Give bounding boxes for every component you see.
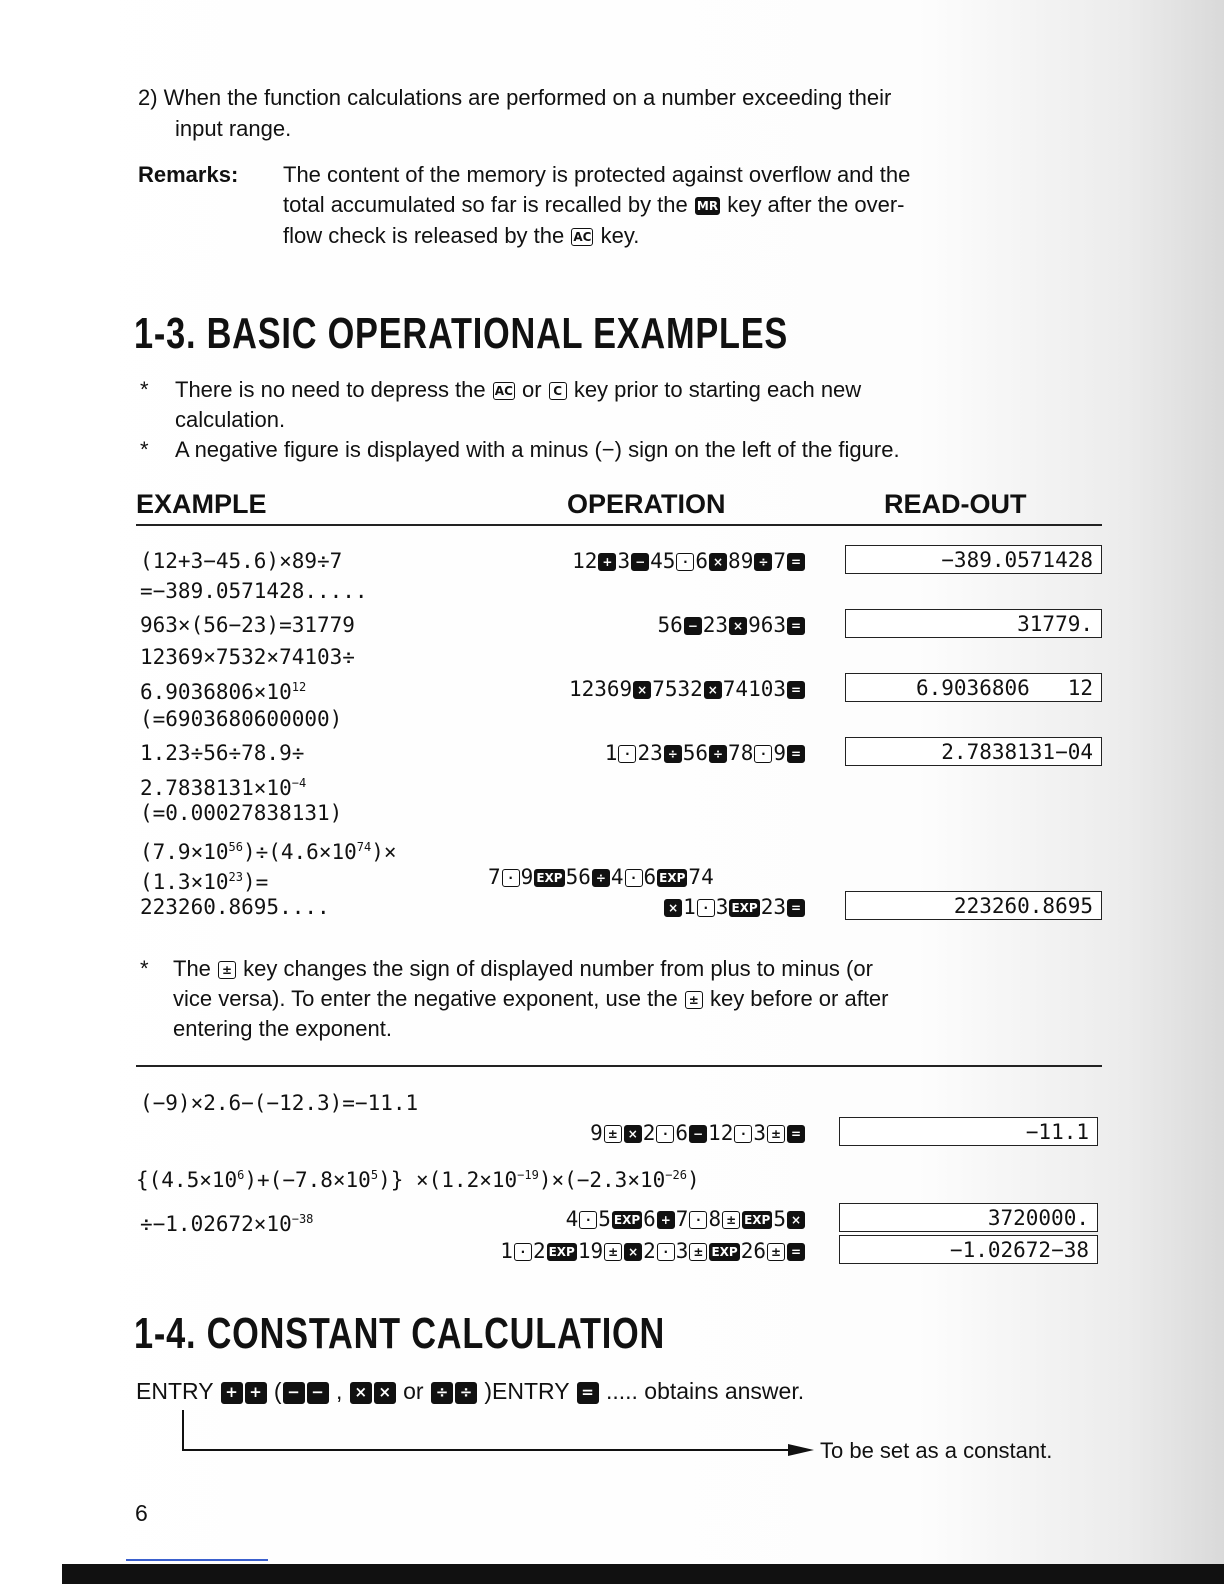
- divide-key-icon: ÷: [592, 869, 610, 887]
- example-2-line-1: 963×(56−23)=31779: [140, 613, 355, 637]
- operation-5-line-2: [663, 894, 806, 921]
- item-2-line-2: input range.: [175, 116, 292, 141]
- operation-digits: 3: [675, 1239, 689, 1263]
- exp-key-icon: EXP: [536, 871, 563, 885]
- dots: .....: [605, 1378, 638, 1404]
- dot-key-icon: ·: [676, 553, 694, 571]
- section-1-4-title: 1-4. CONSTANT CALCULATION: [134, 1309, 666, 1358]
- operation-digits: 1: [500, 1239, 513, 1263]
- operation-digits: 3: [753, 1121, 766, 1145]
- example-7-result: ÷−1.02672×10: [140, 1212, 292, 1236]
- note-1-line-2: calculation.: [175, 407, 286, 432]
- operation-digits: 6: [675, 1121, 689, 1145]
- sign-note-d: key before or after: [709, 986, 889, 1011]
- header-rule: [136, 524, 1102, 526]
- operation-digits: 74103: [722, 677, 786, 701]
- dot-key-icon: ·: [697, 899, 715, 917]
- operation-digits: 9: [773, 741, 786, 765]
- operation-digits: 23: [637, 741, 663, 765]
- example-5-part-e: )=: [242, 870, 269, 894]
- example-5-line-3: 223260.8695....: [140, 895, 330, 919]
- operation-digits: 56: [682, 741, 709, 765]
- remarks-line-2: [283, 191, 905, 218]
- note-bullet-1: *: [140, 377, 149, 402]
- dot-key-icon: ·: [618, 745, 636, 763]
- remarks-line-2-b: key after the over-: [727, 192, 905, 217]
- example-7-exp-c: −19: [517, 1168, 539, 1182]
- divide-key-icon: ÷: [709, 745, 727, 763]
- dot-key-icon: ·: [734, 1125, 752, 1143]
- exp-key-icon: EXP: [744, 1213, 771, 1227]
- example-4-line-1: 1.23÷56÷78.9÷: [140, 741, 305, 765]
- operation-digits: 9: [520, 865, 534, 889]
- operation-digits: 7: [773, 549, 786, 573]
- minus-key-icon: −: [684, 617, 702, 635]
- operation-7-line-1: [566, 1206, 806, 1233]
- operation-digits: 19: [577, 1239, 604, 1263]
- example-7-line-2: [140, 1206, 313, 1238]
- example-5-line-1: [140, 834, 397, 866]
- operation-digits: 23: [702, 613, 729, 637]
- note-1-c: key prior to starting each new: [573, 377, 862, 402]
- operation-3: [569, 676, 806, 703]
- dot-key-icon: ·: [657, 1243, 675, 1261]
- column-operation: OPERATION: [567, 489, 726, 519]
- operation-digits: 78: [728, 741, 754, 765]
- example-5-part-c: )×: [371, 840, 397, 864]
- operation-digits: 12: [572, 549, 598, 573]
- sign-key-icon: ±: [685, 991, 703, 1009]
- equals-key-icon: =: [787, 553, 805, 571]
- plus-key-icon: +: [245, 1382, 267, 1404]
- operation-digits: 2: [643, 1239, 656, 1263]
- dot-key-icon: ·: [754, 745, 772, 763]
- times-key-icon: ×: [374, 1382, 396, 1404]
- section-1-3-title: 1-3. BASIC OPERATIONAL EXAMPLES: [134, 309, 789, 358]
- minus-key-icon: −: [283, 1382, 305, 1404]
- example-7-part-c: )} ×(1.2×10: [378, 1168, 518, 1192]
- divide-key-icon: ÷: [455, 1382, 477, 1404]
- column-readout: READ-OUT: [884, 489, 1027, 519]
- example-5-line-2: [140, 864, 268, 896]
- example-7-part-b: )+(−7.8×10: [244, 1168, 371, 1192]
- note-1-a: There is no need to depress the: [175, 377, 486, 402]
- example-1-line-1: (12+3−45.6)×89÷7: [140, 549, 343, 573]
- equals-key-icon: =: [787, 617, 805, 635]
- sign-key-icon: ±: [722, 1211, 740, 1229]
- entry-label-a: ENTRY: [136, 1378, 214, 1404]
- example-5-part-b: )÷(4.6×10: [242, 840, 357, 864]
- exp-key-icon: EXP: [731, 901, 758, 915]
- minus-key-icon: −: [307, 1382, 329, 1404]
- operation-6: [590, 1120, 806, 1147]
- example-3-line-3: (=6903680600000): [140, 707, 343, 731]
- operation-digits: 23: [760, 895, 786, 919]
- operation-digits: 12: [708, 1121, 734, 1145]
- dot-key-icon: ·: [656, 1125, 674, 1143]
- operation-7-line-2: [500, 1238, 806, 1265]
- divide-key-icon: ÷: [664, 745, 682, 763]
- dot-key-icon: ·: [625, 869, 643, 887]
- operation-digits: 2: [642, 1121, 656, 1145]
- dot-key-icon: ·: [579, 1211, 597, 1229]
- times-key-icon: ×: [633, 681, 651, 699]
- times-key-icon: ×: [350, 1382, 372, 1404]
- operation-digits: 6: [643, 865, 657, 889]
- operation-4: [605, 740, 806, 767]
- readout-7b: −1.02672−38: [839, 1235, 1098, 1264]
- example-3-mantissa: 6.9036806×10: [140, 680, 292, 704]
- times-key-icon: ×: [624, 1125, 642, 1143]
- sign-note-line-3: entering the exponent.: [173, 1016, 392, 1041]
- operation-digits: 56: [565, 865, 591, 889]
- mr-key-icon: MR: [696, 199, 719, 213]
- dot-key-icon: ·: [502, 869, 520, 887]
- operation-digits: 74: [688, 865, 714, 889]
- dot-key-icon: ·: [689, 1211, 707, 1229]
- example-7-exp-d: −26: [665, 1168, 687, 1182]
- plus-key-icon: +: [598, 553, 616, 571]
- item-2-line-1: 2) When the function calculations are performed on a number exceeding their: [138, 85, 892, 110]
- sign-key-icon: ±: [218, 961, 236, 979]
- times-key-icon: ×: [787, 1211, 805, 1229]
- note-1-b: or: [522, 377, 542, 402]
- sign-note-line-1: [173, 955, 873, 982]
- plus-key-icon: +: [221, 1382, 243, 1404]
- arrow-head-icon: [788, 1442, 814, 1458]
- page-number: 6: [135, 1500, 148, 1526]
- example-4-exponent: −4: [291, 776, 307, 790]
- divide-key-icon: ÷: [754, 553, 772, 571]
- constant-arrow-vertical: [182, 1410, 184, 1450]
- scan-edge-bar: [62, 1564, 1224, 1584]
- ac-key-icon: AC: [494, 384, 513, 398]
- readout-7a: 3720000.: [839, 1203, 1098, 1232]
- sign-note-a: The: [173, 956, 211, 981]
- times-key-icon: ×: [664, 899, 682, 917]
- operation-1: [572, 548, 806, 575]
- remarks-line-3-a: flow check is released by the: [283, 223, 565, 248]
- example-7-part-a: {(4.5×10: [136, 1168, 238, 1192]
- operation-digits: 45: [650, 549, 676, 573]
- operation-digits: 1: [683, 895, 696, 919]
- example-5-part-a: (7.9×10: [140, 840, 229, 864]
- operation-digits: 5: [773, 1207, 786, 1231]
- example-7-line-1: [136, 1162, 700, 1194]
- sign-key-icon: ±: [767, 1243, 785, 1261]
- sign-key-icon: ±: [604, 1243, 622, 1261]
- sign-note-bullet: *: [140, 956, 149, 981]
- example-1-line-2: =−389.0571428.....: [140, 579, 368, 603]
- minus-key-icon: −: [631, 553, 649, 571]
- example-7-part-d: )×(−2.3×10: [538, 1168, 666, 1192]
- times-key-icon: ×: [624, 1243, 642, 1261]
- minus-key-icon: −: [689, 1125, 707, 1143]
- operation-digits: 4: [610, 865, 624, 889]
- example-4-line-3: (=0.00027838131): [140, 801, 343, 825]
- operation-digits: 8: [708, 1207, 722, 1231]
- equals-key-icon: =: [787, 681, 805, 699]
- or-text: or: [403, 1378, 424, 1404]
- operation-digits: 2: [532, 1239, 546, 1263]
- operation-digits: 4: [565, 1207, 579, 1231]
- equals-key-icon: =: [787, 1125, 805, 1143]
- sign-key-icon: ±: [689, 1243, 707, 1261]
- sign-note-b: key changes the sign of displayed number from plus to minus (or: [243, 956, 873, 981]
- equals-key-icon: =: [577, 1382, 599, 1404]
- section-rule: [136, 1065, 1102, 1067]
- exp-key-icon: EXP: [613, 1213, 641, 1227]
- example-7-part-e: ): [686, 1168, 700, 1192]
- operation-5-line-1: [488, 864, 714, 891]
- operation-digits: 26: [740, 1239, 766, 1263]
- operation-digits: 6: [643, 1207, 656, 1231]
- example-5-part-d: (1.3×10: [140, 870, 229, 894]
- constant-arrow-horizontal: [182, 1449, 794, 1451]
- exp-key-icon: EXP: [548, 1245, 575, 1259]
- times-key-icon: ×: [709, 553, 727, 571]
- operation-digits: 3: [715, 895, 729, 919]
- exp-key-icon: EXP: [659, 871, 686, 885]
- entry-label-b: )ENTRY: [484, 1378, 570, 1404]
- remarks-line-3-b: key.: [600, 223, 640, 248]
- exp-key-icon: EXP: [711, 1245, 738, 1259]
- operation-digits: 5: [598, 1207, 611, 1231]
- note-2: A negative figure is displayed with a minus (−) sign on the left of the figure.: [175, 437, 900, 462]
- equals-key-icon: =: [787, 1243, 805, 1261]
- comma: ,: [335, 1378, 343, 1404]
- paren-open: (: [273, 1378, 282, 1404]
- example-3-line-2: [140, 674, 306, 706]
- example-3-line-1: 12369×7532×74103÷: [140, 645, 355, 669]
- obtains-answer: obtains answer.: [644, 1378, 805, 1404]
- operation-digits: 7: [675, 1207, 689, 1231]
- readout-1: −389.0571428: [845, 545, 1102, 574]
- sign-key-icon: ±: [604, 1125, 622, 1143]
- operation-digits: 6: [695, 549, 709, 573]
- operation-digits: 12369: [568, 677, 633, 701]
- example-5-exp-a: 56: [228, 840, 243, 854]
- readout-3: 6.9036806 12: [845, 673, 1102, 702]
- operation-digits: 3: [617, 549, 631, 573]
- sign-note-line-2: [173, 985, 889, 1012]
- note-1-line-1: [175, 376, 861, 403]
- remarks-line-2-a: total accumulated so far is recalled by the: [283, 192, 688, 217]
- note-bullet-2: *: [140, 437, 149, 462]
- operation-digits: 963: [748, 613, 786, 637]
- operation-digits: 1: [604, 741, 618, 765]
- divide-key-icon: ÷: [431, 1382, 453, 1404]
- readout-4: 2.7838131−04: [845, 737, 1102, 766]
- dot-key-icon: ·: [514, 1243, 532, 1261]
- example-3-exponent: 12: [291, 680, 307, 694]
- operation-digits: 9: [590, 1121, 603, 1145]
- times-key-icon: ×: [704, 681, 722, 699]
- example-7-exp-a: 6: [237, 1168, 245, 1182]
- constant-note: To be set as a constant.: [820, 1438, 1053, 1463]
- example-7-exp-b: 5: [370, 1168, 379, 1182]
- remarks-line-3: [283, 222, 639, 249]
- constant-entry-line: [136, 1378, 804, 1405]
- operation-digits: 7: [488, 865, 501, 889]
- column-example: EXAMPLE: [136, 489, 267, 519]
- c-key-icon: C: [549, 382, 567, 400]
- example-5-exp-c: 23: [228, 870, 243, 884]
- operation-digits: 7532: [652, 677, 703, 701]
- sign-key-icon: ±: [767, 1125, 785, 1143]
- example-6-line-1: (−9)×2.6−(−12.3)=−11.1: [140, 1091, 419, 1115]
- readout-6: −11.1: [839, 1117, 1098, 1146]
- operation-2: [657, 612, 806, 639]
- remarks-line-1: The content of the memory is protected against overflow and the: [283, 162, 911, 187]
- operation-digits: 56: [657, 613, 683, 637]
- plus-key-icon: +: [657, 1211, 675, 1229]
- remarks-label: Remarks:: [138, 162, 239, 187]
- scan-edge-mark: [126, 1559, 268, 1561]
- sign-note-c: vice versa). To enter the negative exponent, use the: [173, 986, 678, 1011]
- operation-digits: 89: [728, 549, 754, 573]
- example-4-line-2: [140, 770, 306, 802]
- times-key-icon: ×: [729, 617, 747, 635]
- example-5-exp-b: 74: [356, 840, 372, 854]
- readout-5: 223260.8695: [845, 891, 1102, 920]
- ac-key-icon: AC: [573, 230, 592, 244]
- example-4-mantissa: 2.7838131×10: [140, 776, 292, 800]
- equals-key-icon: =: [787, 899, 805, 917]
- example-7-result-exp: −38: [291, 1212, 314, 1226]
- equals-key-icon: =: [787, 745, 805, 763]
- readout-2: 31779.: [845, 609, 1102, 638]
